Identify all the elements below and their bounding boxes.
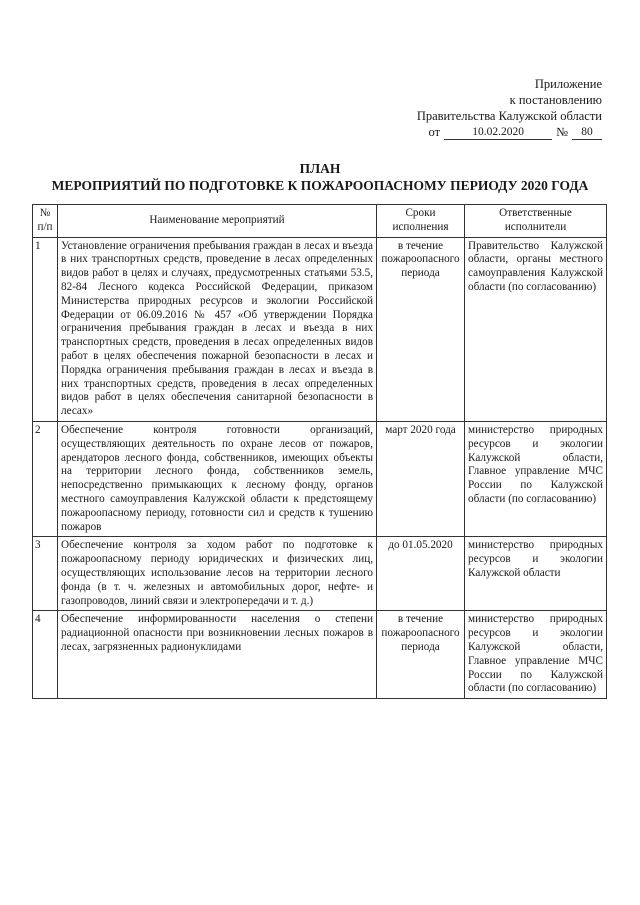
row-responsible: министерство природных ресурсов и экологии Калужской области bbox=[465, 537, 607, 611]
attachment-header bbox=[417, 76, 602, 140]
table-row bbox=[33, 237, 607, 421]
row-term: март 2020 года bbox=[377, 421, 465, 536]
document-title bbox=[0, 160, 640, 194]
number-prefix: № bbox=[556, 125, 568, 139]
attachment-resolution-label: к постановлению bbox=[509, 93, 602, 107]
plan-table bbox=[32, 204, 607, 699]
title-subject: МЕРОПРИЯТИЙ ПО ПОДГОТОВКЕ К ПОЖАРООПАСНОМУ ПЕРИОДУ 2020 ГОДА bbox=[51, 178, 589, 193]
title-plan: ПЛАН bbox=[299, 161, 341, 176]
header-num bbox=[33, 205, 58, 238]
header-num-pp: п/п bbox=[37, 220, 53, 233]
row-term: до 01.05.2020 bbox=[377, 537, 465, 611]
table-header-row bbox=[33, 205, 607, 238]
header-responsible: Ответственные исполнители bbox=[465, 205, 607, 238]
attachment-government-label: Правительства Калужской области bbox=[416, 109, 602, 123]
row-activity: Обеспечение информированности населения о степени радиационной опасности при возникновении лесных пожаров в лесах, загрязненных радионуклидами bbox=[58, 611, 377, 699]
row-number: 2 bbox=[33, 421, 58, 536]
row-responsible: министерство природных ресурсов и экологии Калужской области, Главное управление МЧС России по Калужской области (по согласованию) bbox=[465, 611, 607, 699]
attachment-date-line bbox=[417, 124, 602, 140]
header-terms-line2: исполнения bbox=[392, 220, 449, 233]
header-terms bbox=[377, 205, 465, 238]
header-num-sign: № bbox=[39, 207, 51, 219]
date-prefix: от bbox=[428, 125, 441, 139]
header-name: Наименование мероприятий bbox=[58, 205, 377, 238]
table-row bbox=[33, 421, 607, 536]
row-term: в течение пожароопасного периода bbox=[377, 611, 465, 699]
resolution-date: 10.02.2020 bbox=[444, 126, 552, 140]
row-responsible: Правительство Калужской области, органы местного самоуправления Калужской области (по согласованию) bbox=[465, 237, 607, 421]
table-row bbox=[33, 611, 607, 699]
row-number: 3 bbox=[33, 537, 58, 611]
attachment-label: Приложение bbox=[534, 77, 602, 91]
row-number: 4 bbox=[33, 611, 58, 699]
row-activity: Обеспечение контроля за ходом работ по подготовке к пожароопасному периоду юридических и физических лиц, осуществляющих использование лесов на территории лесного фонда (в т. ч. железных и автомобильных дорог, нефте- и газопроводов, линий связи и электропередачи и т. д.) bbox=[58, 537, 377, 611]
row-term: в течение пожароопасного периода bbox=[377, 237, 465, 421]
row-activity: Установление ограничения пребывания граждан в лесах и въезда в них транспортных средств, проведение в лесах определенных видов работ в целях и случаях, предусмотренных статьями 53.5, 82-84 Лесного кодекса Российской Федерации, приказом Министерства природных ресурсов и экологии Российской Федерации от 06.09.2016 № 457 «Об утверждении Порядка ограничения пребывания граждан в лесах и въезда в них транспортных средств, проведения в лесах определенных видов работ в целях обеспечения пожарной безопасности в лесах и Порядка ограничения пребывания граждан в лесах и въезда в них транспортных средств, проведения в лесах определенных видов работ в целях обеспечения санитарной безопасности в лесах» bbox=[58, 237, 377, 421]
resolution-number: 80 bbox=[572, 126, 602, 140]
table-row bbox=[33, 537, 607, 611]
row-activity: Обеспечение контроля готовности организаций, осуществляющих деятельность по охране лесов от пожаров, арендаторов лесного фонда, собственников, имеющих объекты на территории лесного фонда, собственников земель, непосредственно примыкающих к лесному фонду, органов местного самоуправления Калужской области к предстоящему пожароопасному периоду, готовности сил и средств к тушению пожаров bbox=[58, 421, 377, 536]
row-number: 1 bbox=[33, 237, 58, 421]
row-responsible: министерство природных ресурсов и экологии Калужской области, Главное управление МЧС России по Калужской области (по согласованию) bbox=[465, 421, 607, 536]
header-terms-line1: Сроки bbox=[405, 207, 436, 219]
